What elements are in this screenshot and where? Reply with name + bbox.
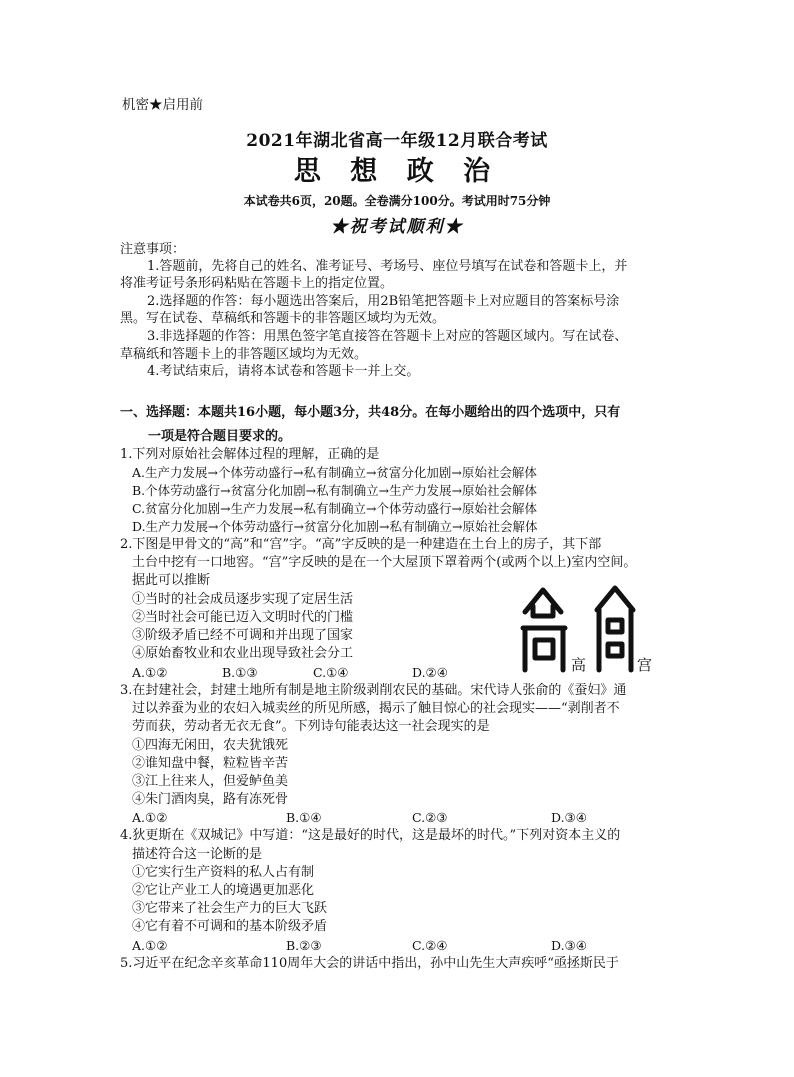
choice-d: D.③④ (551, 938, 587, 953)
confidential-mark: 机密★启用前 (122, 97, 203, 113)
choice-d: D.③④ (551, 810, 587, 825)
choice-a: A.①② (132, 938, 168, 953)
statement-item: ②当时社会可能已迈入文明时代的门槛 (132, 610, 354, 625)
oracle-bone-figure (515, 580, 657, 676)
statement-item: ④原始畜牧业和农业出现导致社会分工 (132, 646, 354, 661)
question-stem: 3.在封建社会，封建土地所有制是地主阶级剥削农民的基础。宋代诗人张俞的《蚕妇》通 (120, 683, 627, 698)
question-stem-cont: 据此可以推断 (132, 573, 211, 588)
good-luck-banner: ★祝考试顺利★ (330, 217, 464, 237)
gao-glyph (523, 590, 565, 670)
choice-b: B.①④ (286, 810, 322, 825)
notes-line: 2.选择题的作答：每小题选出答案后，用2B铅笔把答题卡上对应题目的答案标号涂 (147, 294, 620, 309)
notes-title: 注意事项： (120, 242, 186, 257)
question-stem: 4.狄更斯在《双城记》中写道：“这是最好的时代，这是最坏的时代。”下列对资本主义的 (120, 828, 621, 843)
statement-item: ③阶级矛盾已经不可调和并出现了国家 (132, 628, 354, 643)
choice-c: C.②④ (412, 938, 448, 953)
section-heading: 一、选择题：本题共16小题，每小题3分，共48分。在每小题给出的四个选项中，只有 (120, 405, 621, 420)
exam-title: 2021年湖北省高一年级12月联合考试 (246, 131, 548, 151)
notes-line: 1.答题前，先将自己的姓名、准考证号、考场号、座位号填写在试卷和答题卡上，并 (147, 259, 628, 274)
notes-line: 黑。写在试卷、草稿纸和答题卡的非答题区域均为无效。 (120, 311, 446, 326)
option-a: A.生产力发展→个体劳动盛行→私有制确立→贫富分化加剧→原始社会解体 (132, 465, 537, 480)
statement-item: ①它实行生产资料的私人占有制 (132, 865, 315, 880)
notes-line: 草稿纸和答题卡上的非答题区域均为无效。 (120, 347, 368, 362)
notes-line: 将准考证号条形码粘贴在答题卡上的指定位置。 (120, 276, 394, 291)
question-stem-cont: 土台中挖有一口地窖。“宫”字反映的是在一个大屋顶下罩着两个(或两个以上)室内空间。 (132, 555, 637, 570)
statement-item: ①当时的社会成员逐步实现了定居生活 (132, 592, 354, 607)
choice-b: B.②③ (286, 938, 322, 953)
choice-d: D.②④ (412, 665, 448, 680)
question-stem: 5.习近平在纪念辛亥革命110周年大会的讲话中指出，孙中山先生大声疾呼“亟拯斯民于 (120, 956, 619, 971)
choice-a: A.①② (132, 810, 168, 825)
option-d: D.生产力发展→个体劳动盛行→贫富分化加剧→私有制确立→原始社会解体 (132, 519, 538, 534)
option-c: C.贫富分化加剧→生产力发展→私有制确立→个体劳动盛行→原始社会解体 (132, 501, 537, 516)
statement-item: ④朱门酒肉臭，路有冻死骨 (132, 792, 289, 807)
question-stem-cont: 过以养蚕为业的农妇入城卖丝的所见所感，揭示了触目惊心的社会现实——“剥削者不 (132, 701, 620, 716)
choice-b: B.①③ (222, 665, 258, 680)
choice-c: C.①④ (313, 665, 349, 680)
statement-item: ③江上往来人，但爱鲈鱼美 (132, 774, 289, 789)
statement-item: ②谁知盘中餐，粒粒皆辛苦 (132, 756, 289, 771)
subject-title: 思 想 政 治 (293, 156, 501, 187)
label-gao: 高 (571, 656, 587, 674)
oracle-bone-drawing (515, 580, 657, 676)
gong-glyph (597, 588, 633, 670)
choice-a: A.①② (132, 665, 168, 680)
statement-item: ④它有着不可调和的基本阶级矛盾 (132, 919, 328, 934)
question-stem-cont: 劳而获，劳动者无衣无食”。下列诗句能表达这一社会现实的是 (132, 719, 490, 734)
question-stem: 2.下图是甲骨文的“高”和“宫”字。“高”字反映的是一种建造在土台上的房子，其下部 (120, 537, 602, 552)
section-heading-cont: 一项是符合题目要求的。 (148, 429, 292, 444)
statement-item: ②它让产业工人的境遇更加恶化 (132, 883, 315, 898)
exam-info: 本试卷共6页，20题。全卷满分100分。考试用时75分钟 (243, 194, 551, 208)
option-b: B.个体劳动盛行→贫富分化加剧→私有制确立→生产力发展→原始社会解体 (132, 483, 538, 498)
question-stem: 1.下列对原始社会解体过程的理解，正确的是 (120, 447, 380, 462)
statement-item: ③它带来了社会生产力的巨大飞跃 (132, 901, 328, 916)
choice-c: C.②③ (412, 810, 448, 825)
question-stem-cont: 描述符合这一论断的是 (132, 847, 263, 862)
label-gong: 宫 (637, 656, 653, 674)
notes-line: 3.非选择题的作答：用黑色签字笔直接答在答题卡上对应的答题区域内。写在试卷、 (147, 329, 628, 344)
statement-item: ①四海无闲田，农夫犹饿死 (132, 738, 289, 753)
notes-line: 4.考试结束后，请将本试卷和答题卡一并上交。 (147, 364, 420, 379)
